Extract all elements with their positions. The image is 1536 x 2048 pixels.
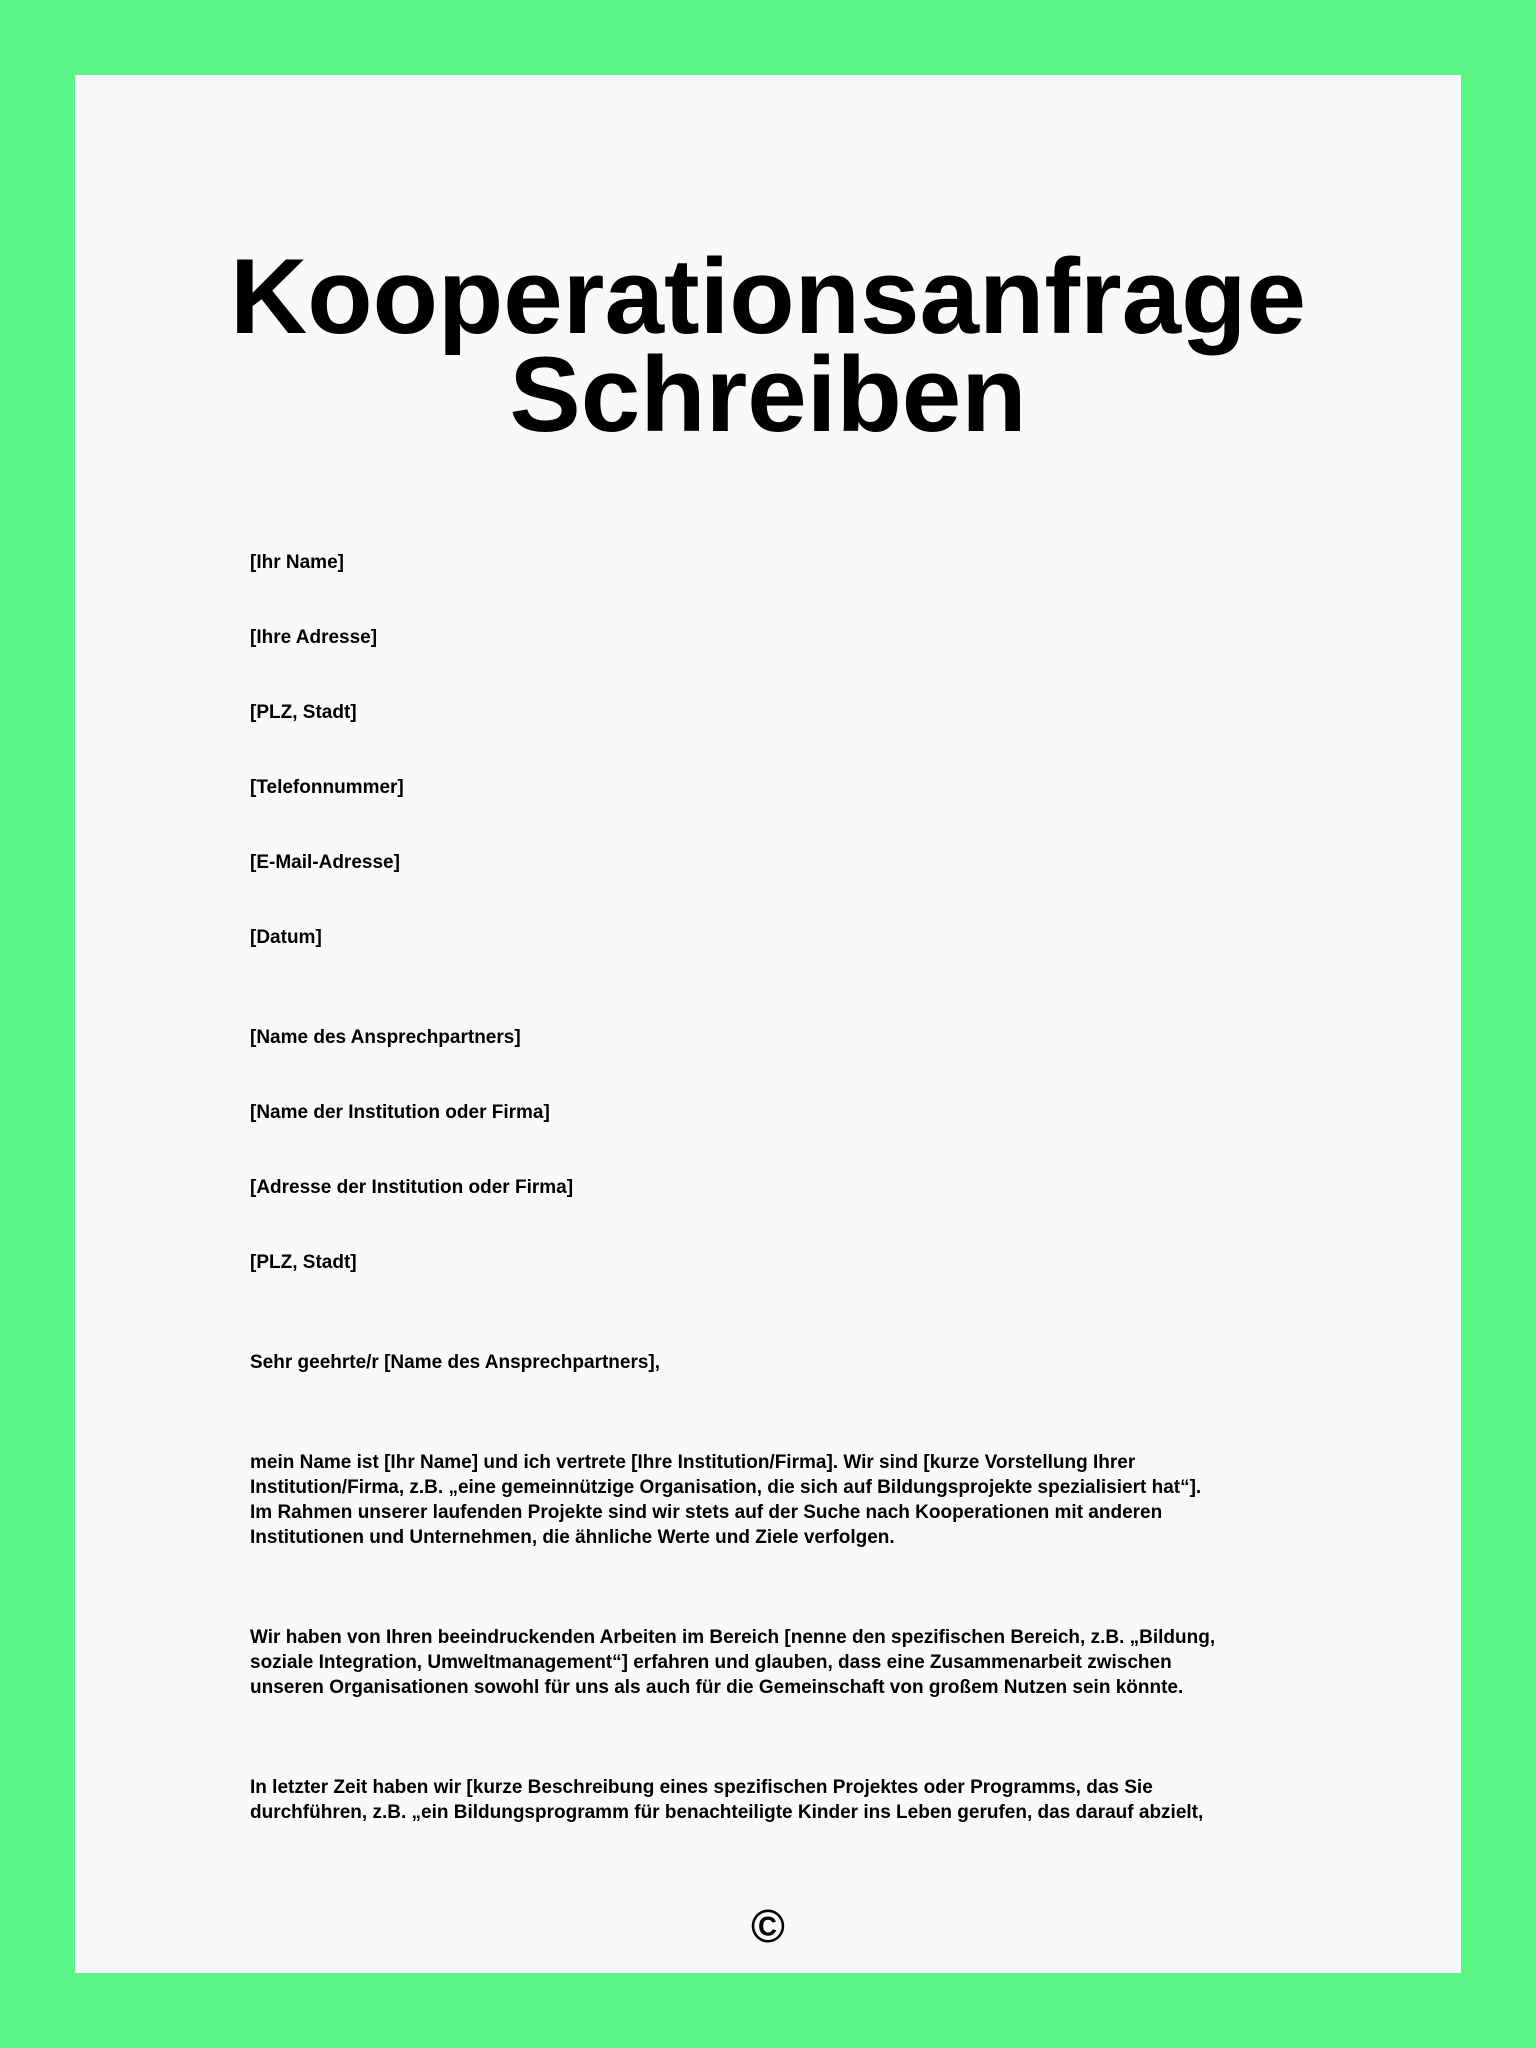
recipient-contact: [Name des Ansprechpartners] <box>250 1027 521 1048</box>
recipient-city: [PLZ, Stadt] <box>250 1252 357 1273</box>
paragraph-1-line-4: Institutionen und Unternehmen, die ähnliche Werte und Ziele verfolgen. <box>250 1527 895 1548</box>
title-line-2: Schreiben <box>509 334 1027 454</box>
letter-date: [Datum] <box>250 927 322 948</box>
document-title <box>0 236 1536 454</box>
paragraph-3-line-2: durchführen, z.B. „ein Bildungsprogramm für benachteiligte Kinder ins Leben gerufen, das darauf abzielt, <box>250 1802 1204 1823</box>
salutation: Sehr geehrte/r [Name des Ansprechpartners], <box>250 1352 661 1373</box>
sender-phone: [Telefonnummer] <box>250 777 404 798</box>
recipient-address: [Adresse der Institution oder Firma] <box>250 1177 574 1198</box>
sender-name: [Ihr Name] <box>250 552 344 573</box>
paragraph-1-line-2: Institution/Firma, z.B. „eine gemeinnützige Organisation, die sich auf Bildungsprojekte spezialisiert hat“]. <box>250 1477 1202 1498</box>
paragraph-2-line-1: Wir haben von Ihren beeindruckenden Arbeiten im Bereich [nenne den spezifischen Bereich, z.B. „Bildung, <box>250 1627 1216 1648</box>
body-paragraph-2 <box>250 1625 1290 1700</box>
copyright-icon: © <box>751 1900 785 1952</box>
title-line-1: Kooperationsanfrage <box>229 236 1307 356</box>
paragraph-1-line-1: mein Name ist [Ihr Name] und ich vertrete [Ihre Institution/Firma]. Wir sind [kurze Vorstellung Ihrer <box>250 1452 1136 1473</box>
paragraph-2-line-2: soziale Integration, Umweltmanagement“] erfahren und glauben, dass eine Zusammenarbeit zwischen <box>250 1652 1172 1673</box>
paragraph-1-line-3: Im Rahmen unserer laufenden Projekte sind wir stets auf der Suche nach Kooperationen mit anderen <box>250 1502 1163 1523</box>
paragraph-3-line-1: In letzter Zeit haben wir [kurze Beschreibung eines spezifischen Projektes oder Programms, das Sie <box>250 1777 1153 1798</box>
paragraph-2-line-3: unseren Organisationen sowohl für uns als auch für die Gemeinschaft von großem Nutzen sein könnte. <box>250 1677 1184 1698</box>
sender-email: [E-Mail-Adresse] <box>250 852 400 873</box>
body-paragraph-1 <box>250 1450 1290 1550</box>
sender-city: [PLZ, Stadt] <box>250 702 357 723</box>
sender-address: [Ihre Adresse] <box>250 627 378 648</box>
recipient-organization: [Name der Institution oder Firma] <box>250 1102 550 1123</box>
body-paragraph-3 <box>250 1775 1290 1825</box>
